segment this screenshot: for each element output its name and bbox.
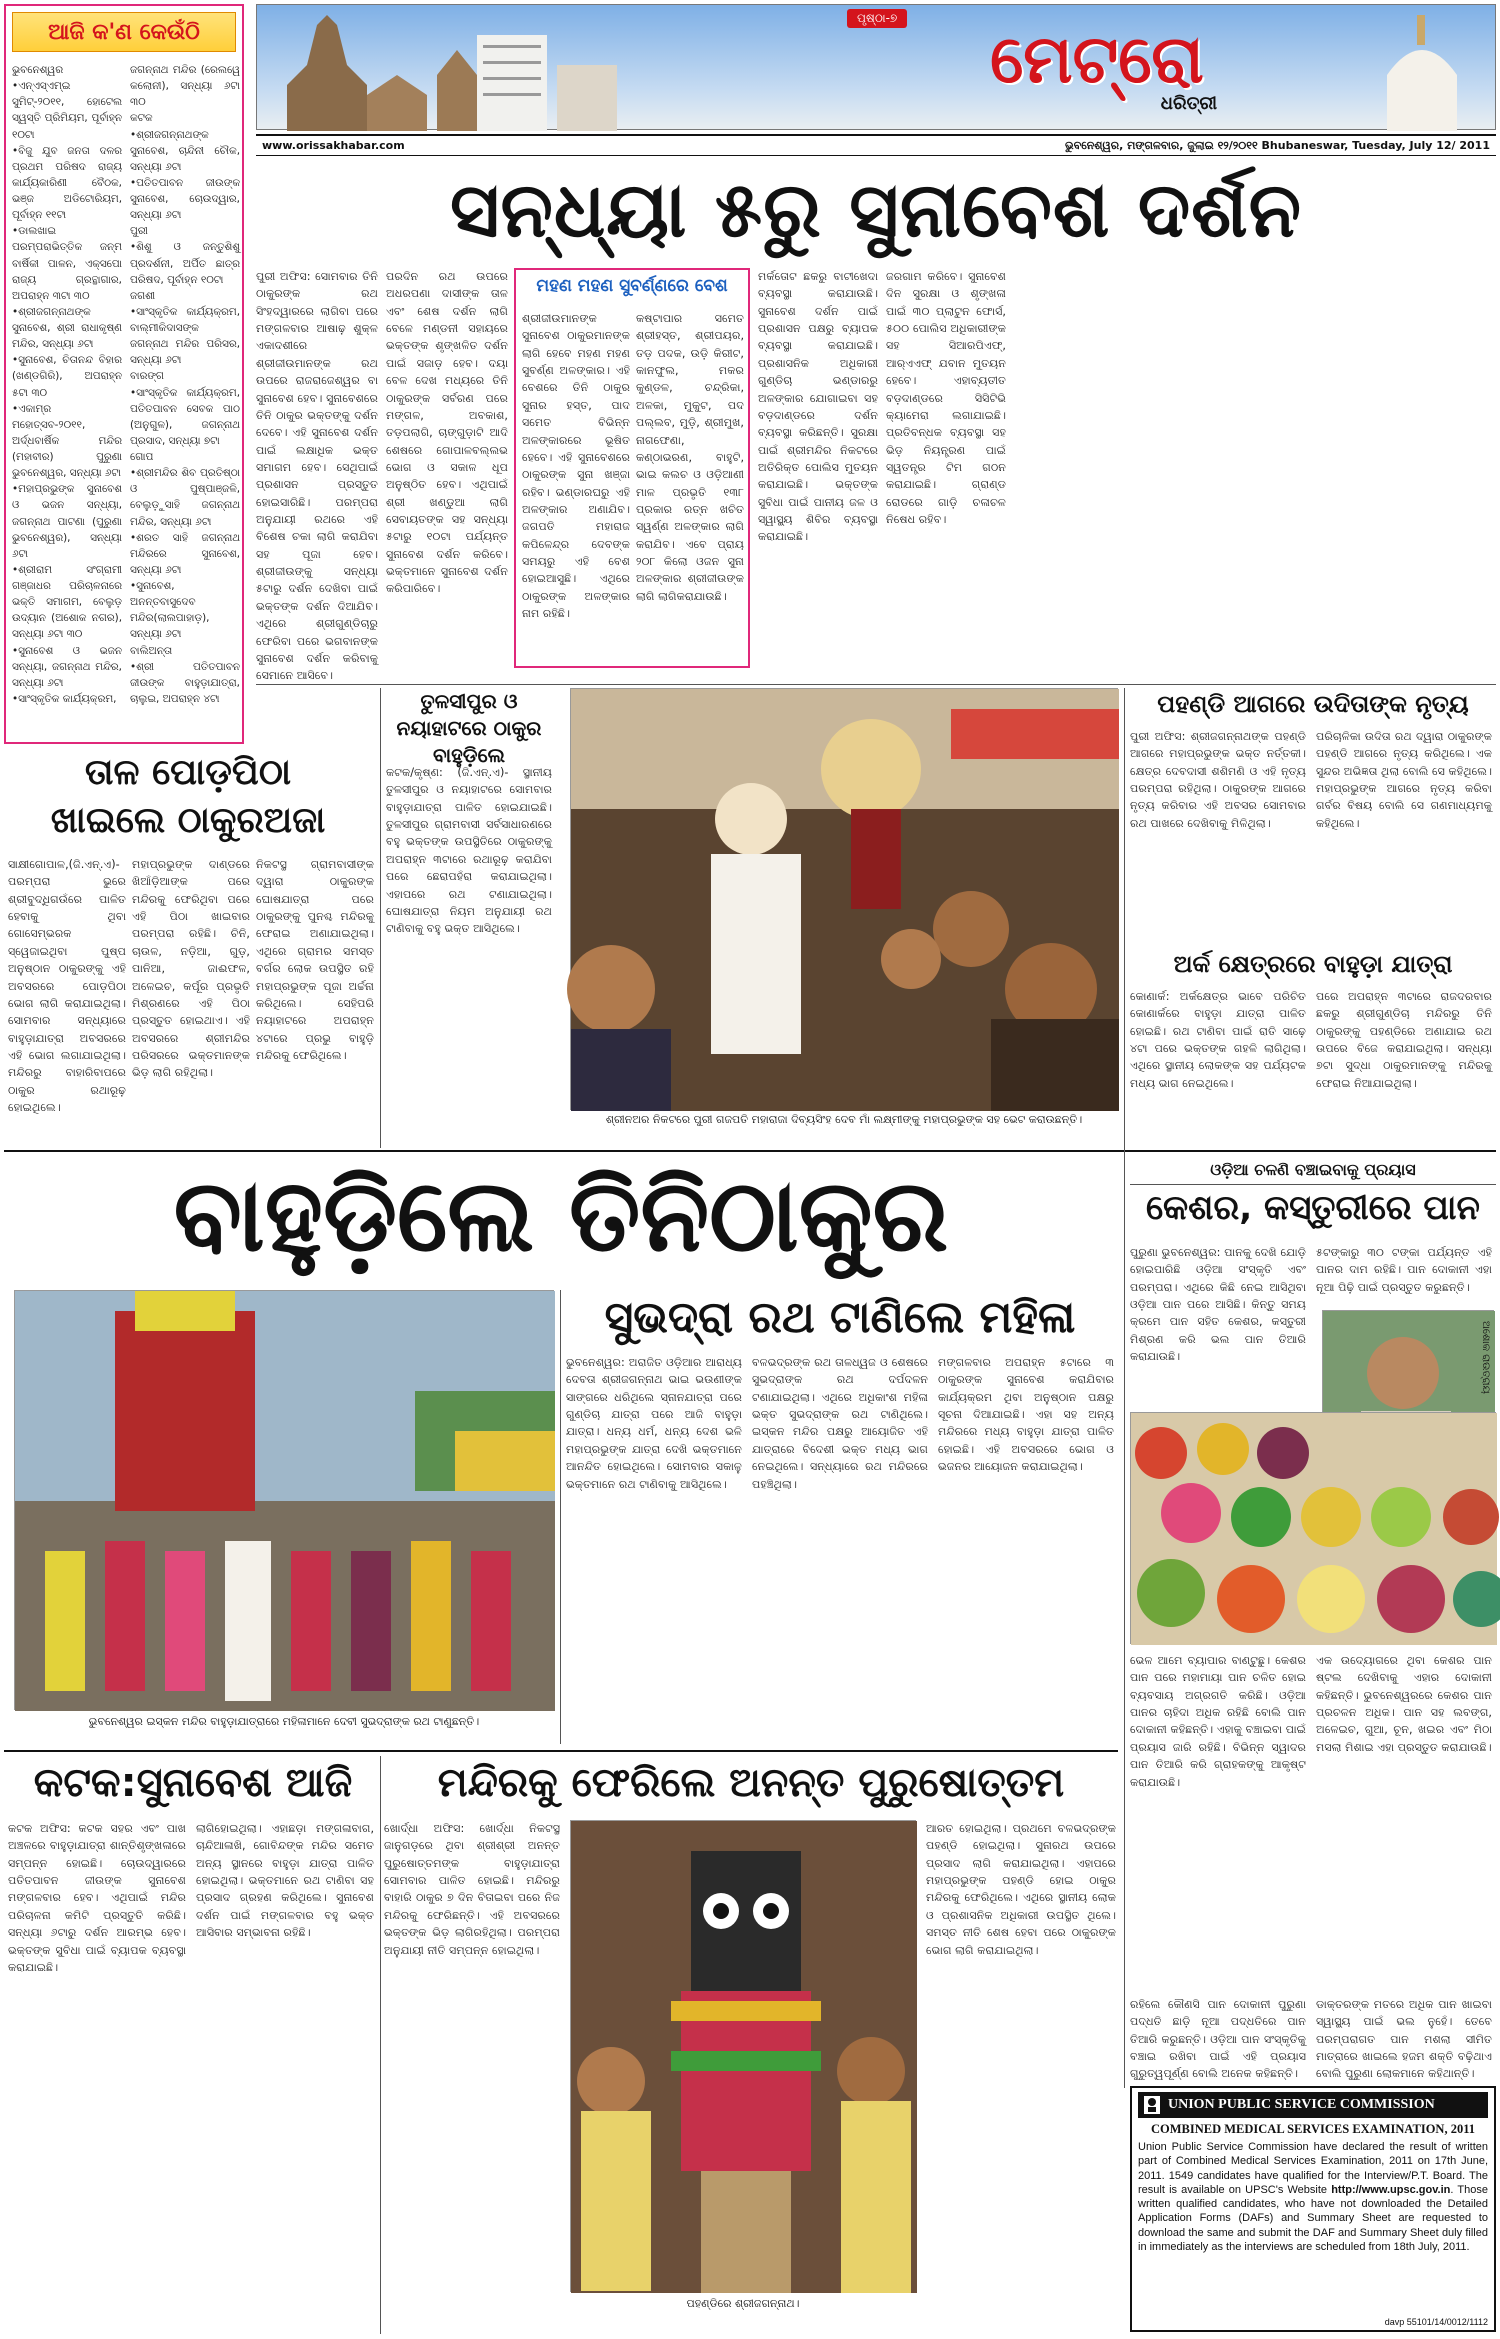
rule [560, 1290, 561, 1744]
section-divider [4, 1150, 1496, 1152]
lead-headline: ସନ୍ଧ୍ୟା ୫ରୁ ସୁନାବେଶ ଦର୍ଶନ [449, 165, 1303, 254]
golden-box-col-1: ଶ୍ରୀଜୀଉମାନଙ୍କ ସୁନାବେଶ ଠାକୁରମାନଙ୍କ ଲାଗି ହେବେ ମହଣ ମହଣ ସୁବର୍ଣ୍ଣ ଅଳଙ୍କାର। ଏହି ବେଶରେ ତିନି ଠାକୁର ସୁନାର ହସ୍ତ, ପାଦ ସମେତ ବିଭିନ୍ନ ଅଳଙ୍କାରରେ ଭୂଷିତ ହେବେ। ଏହି ସୁନାବେଶରେ ଠାକୁରଙ୍କ ସୁନା ଖଞ୍ଜା ରହିବ। ଭଣ୍ଡାରଘରୁ ଏହି ଅଳଙ୍କାର ଅଣାଯିବ। ଜଗପତି ମହାରାଜ କପିଳେନ୍ଦ୍ର ଦେବଙ୍କ ସମୟରୁ ଏହି ବେଶ ହୋଇଆସୁଛି। ଏଥିରେ ଠାକୁରଙ୍କ ଅଳଙ୍କାର ନାମ ରହିଛି। [522, 312, 630, 621]
subhadra-col-1: ଭୁବନେଶ୍ୱର: ଅରାଜିତ ଓଡ଼ିଆର ଆରାଧ୍ୟ ଦେବତା ଶ୍ରୀଜଗନ୍ନାଥ ଭାଇ ଭଉଣୀଙ୍କ ସାଙ୍ଗରେ ଧରିଥିଲେ ସ୍ନାନଯାତ୍ରା ପରେ ଗୁଣ୍ଡିଚା ଯାତ୍ରା ପରେ ଆଜି ବାହୁଡ଼ା ଯାତ୍ରା। ଧନ୍ୟ ଧର୍ମ, ଧନ୍ୟ ଦେଶ ଭଳି ମହାପ୍ରଭୁଙ୍କ ଯାତ୍ରା ଦେଖି ଭକ୍ତମାନେ ଆନନ୍ଦିତ ହୋଇଥିଲେ। ସୋମବାର ସକାଳୁ ଭକ୍ତମାନେ ରଥ ଟାଣିବାକୁ ଆସିଥିଲେ। [566, 1356, 742, 1491]
logo-text: ମେଟ୍ରୋ [990, 21, 1204, 98]
logo-subtext: ଧରିତ୍ରୀ [1160, 93, 1217, 114]
website[interactable]: www.orissakhabar.com [262, 139, 405, 152]
rule [380, 1756, 381, 2334]
taal-col-3: ନିକଟସ୍ଥ ଗ୍ରାମବାସୀଙ୍କ ଦ୍ୱାରା ଠାକୁରଙ୍କ ଘୋଷଯାତ୍ରା ପରେ ଠାକୁରଙ୍କୁ ପୁନଶ୍ଚ ମନ୍ଦିରକୁ ଫେରାଇ ଅଣାଯାଇଥିଲା। ଏଥିରେ ଗ୍ରାମର ସମସ୍ତ ବର୍ଗର ଲୋକ ଉପସ୍ଥିତ ରହି ମହାପ୍ରଭୁଙ୍କ ପୂଜା ଅର୍ଚ୍ଚନା କରିଥିଲେ। ସେହିପରି ନୟାହାଟରେ ଅପରାହ୍ନ ୪ଟାରେ ପ୍ରଭୁ ବାହୁଡ଼ି ମନ୍ଦିରକୁ ଫେରିଥିଲେ। [256, 858, 374, 1062]
taal-headline-2: ଖାଇଲେ ଠାକୁରଅଜା [50, 800, 326, 841]
taal-col-2: ମହାପ୍ରଭୁଙ୍କ ଦାଣ୍ଡରେ ଖିଆଁଡ଼ିଆଙ୍କ ପରେ ମନ୍ଦିରକୁ ଫେରିଥିବା ପରେ ଏହି ପିଠା ଖାଇବାର ପରମ୍ପରା ରହିଛି। ଚିନି, ଚାଉଳ, ନଡ଼ିଆ, ଗୁଡ଼, ପାନିଆ, ଜାଈଫଳ, ଅଳେଇଚ, କର୍ପୂର ପ୍ରଭୃତି ମିଶ୍ରଣରେ ଏହି ପିଠା ପ୍ରସ୍ତୁତ ହୋଇଥାଏ। ଏହି ଅବସରରେ ଶ୍ରୀମନ୍ଦିର ପରିସରରେ ଭକ୍ତମାନଙ୍କ ଭିଡ଼ ଲାଗି ରହିଥିଲା। [132, 858, 250, 1080]
pan-headline: କେଶର, କସ୍ତୁରୀରେ ପାନ [1146, 1188, 1480, 1228]
lead-col-2: ପରଦିନ ରଥ ଉପରେ ଅଧରପଣା ଦାସୀଙ୍କ ତାଳ ଏବଂ ଶେଷ ଦର୍ଶନ ଲାଗି ବେଳେ ମଣ୍ଡନୀ ସହାୟରେ ଭକ୍ତଙ୍କ ଶୃଙ୍ଖଳିତ ଦର୍ଶନ ପାଇଁ ସଜାଡ଼ ହେବ। ଦୟା ବେଳ ଦେଖ ମଧ୍ୟରେ ତିନି ଠାକୁରଙ୍କ ସର୍ବରଣ ପରେ ମଙ୍ଗଳ, ଅବକାଶ, ତଡ଼ପଲାଗି, ଚାଙ୍ଗୁଡ଼ାଟି ଆଦି ଶେଷରେ ଗୋପାଳବଲ୍ଲଭ ଭୋଗ ଓ ସକାଳ ଧୂପ ଅନୁଷ୍ଠିତ ହେବ। ଏଥିପାଇଁ ଶ୍ରୀ ଖଣ୍ଡୁଆ ଲାଗି ସେବାୟତଙ୍କ ସହ ସନ୍ଧ୍ୟା ୫ଟାରୁ ୧୦ଟା ପର୍ଯ୍ୟନ୍ତ ସୁନାବେଶ ଦର୍ଶନ କରିବେ। ଭକ୍ତମାନେ ସୁନାବେଶ ଦର୍ଶନ କରିପାରିବେ। [386, 270, 508, 596]
pahandi-col-2: ପରିଚାଳିକା ଉଦିତା ରଥ ଦ୍ୱାରା ଠାକୁରଙ୍କ ପହଣ୍ଡି ଆଗରେ ନୃତ୍ୟ କରିଥିଲେ। ଏକ ସୁନ୍ଦର ଅଭିଜ୍ଞତା ଥିଲା ବୋଲି ସେ କହିଥିଲେ। ମହାପ୍ରଭୁଙ୍କ ଆଗରେ ନୃତ୍ୟ କରିବା ଗର୍ବର ବିଷୟ ବୋଲି ସେ ଗଣମାଧ୍ୟମକୁ କହିଥିଲେ। [1316, 730, 1492, 830]
pan-col-1: ପୁରୁଣା ଭୁବନେଶ୍ୱର: ପାନକୁ ଦେଖି ଯୋଡ଼ି ହୋଇପାରିଛି ଓଡ଼ିଆ ସଂସ୍କୃତି ଏବଂ ପରମ୍ପରା। ଏଥିରେ କିଛି ନେଇ ଆସିଥିବା ଓଡ଼ିଆ ପାନ ପରେ ଆସିଛି। କିନ୍ତୁ ସମୟ କ୍ରମେ ପାନ ସହିତ କେଶର, କସ୍ତୁରୀ ମିଶ୍ରଣ କରି ଭଲ ପାନ ତିଆରି କରାଯାଉଛି। [1130, 1246, 1306, 1364]
pan-col-3: ଭେଳ ଆମେ ବ୍ୟାପାର ବାଣ୍ଟୁଛୁ। କେଶର ପାନ ପରେ ମହାମାୟା ପାନ ଚଳିତ ହୋଇ ବ୍ୟବସାୟ ଅଗ୍ରଗତି କରିଛି। ଓଡ଼ିଆ ପାନର ଚାହିଦା ଅଧିକ ରହିଛି ବୋଲି ପାନ ଦୋକାନୀ କହିଛନ୍ତି। ଏହାକୁ ବଞ୍ଚାଇବା ପାଇଁ ପ୍ରୟାସ ଜାରି ରହିଛି। ବିଭିନ୍ନ ସ୍ୱାଦର ପାନ ତିଆରି କରି ଗ୍ରାହକଙ୍କୁ ଆକୃଷ୍ଟ କରାଯାଉଛି। [1130, 1654, 1306, 1789]
photo-spice-bowls [1131, 1413, 1497, 1645]
iskcon-photo [14, 1290, 554, 1710]
cuttack-headline: କଟକ:ସୁନାବେଶ ଆଜି [33, 1760, 353, 1806]
rule [380, 688, 381, 1148]
upsc-body: Union Public Service Commission have declared the result of written part of Combined Medical Services Examination, 2011 on 17th June, 2011. 1549 candidates have qualified for the Interview/P.T. Board. The result is available on UPSC's Website http://www.upsc.gov.in. Those written qualified candidates, who have not downloaded the Detailed Application Forms (DAFs) and Summary Sheet are requested to download the same and submit the DAF and Summary Sheet duly filled in immediately as the interviews are scheduled from 18th July, 2011. [1138, 2141, 1488, 2254]
pan-end-col-2: ଡାକ୍ତରଙ୍କ ମତରେ ଅଧିକ ପାନ ଖାଇବା ସ୍ୱାସ୍ଥ୍ୟ ପାଇଁ ଭଲ ନୁହେଁ। ତେବେ ପରମ୍ପରାଗତ ପାନ ମଶଲା ସୀମିତ ମାତ୍ରାରେ ଖାଇଲେ ହଜମ ଶକ୍ତି ବଢ଼ିଥାଏ ବୋଲି ପୁରୁଣା ଲୋକମାନେ କହିଥାନ୍ତି। [1316, 1998, 1492, 2081]
ananta-photo-caption: ପହଣ୍ଡିରେ ଶ୍ରୀଜଗନ୍ନାଥ। [686, 2297, 800, 2310]
subhadra-headline: ସୁଭଦ୍ରା ରଥ ଟାଣିଲେ ମହିଳା [604, 1292, 1076, 1343]
photo-women-pulling-chariot [15, 1291, 555, 1711]
gajapati-photo-caption: ଶ୍ରୀନଅର ନିକଟରେ ପୁରୀ ଗଜପତି ମହାରାଜା ଦିବ୍ୟସିଂହ ଦେବ ମାଁ ଲକ୍ଷ୍ମୀଙ୍କୁ ମହାପ୍ରଭୁଙ୍କ ସହ ଭେଟ କରାଉଛନ୍ତି। [605, 1113, 1083, 1126]
photo-crowd-scene [571, 689, 1119, 1111]
pan-col-2: ୫ଟଙ୍କାରୁ ୩୦ ଟଙ୍କା ପର୍ଯ୍ୟନ୍ତ ଏହି ପାନର ଦାମ ରହିଛି। ପାନ ଦୋକାନୀ ଏହା ନୂଆ ପିଢ଼ି ପାଇଁ ପ୍ରସ୍ତୁତ କରୁଛନ୍ତି। [1316, 1246, 1492, 1294]
subhadra-col-3: ମଙ୍ଗଳବାର ଅପରାହ୍ନ ୫ଟାରେ ୩ ଠାକୁରଙ୍କ ସୁନାବେଶ କରାଯିବାର କାର୍ଯ୍ୟକ୍ରମ ଥିବା ଅନୁଷ୍ଠାନ ପକ୍ଷରୁ ସୂଚନା ଦିଆଯାଇଛି। ଏହା ସହ ଅନ୍ୟ ମନ୍ଦିରରେ ମଧ୍ୟ ବାହୁଡ଼ା ଯାତ୍ରା ପାଳିତ ହୋଇଛି। ଏହି ଅବସରରେ ଭୋଗ ଓ ଭଜନର ଆୟୋଜନ କରାଯାଇଥିଲା। [938, 1356, 1114, 1474]
rule [1124, 688, 1125, 2088]
rule [256, 684, 1496, 685]
pahandi-col-1: ପୁରୀ ଅଫିସ: ଶ୍ରୀଜଗନ୍ନାଥଙ୍କ ପହଣ୍ଡି ଆଗରେ ମହାପ୍ରଭୁଙ୍କ ଭକ୍ତ ନର୍ତ୍ତକୀ। କ୍ଷେତ୍ର ଦେବଦାସୀ ଶଶିମଣି ଓ ଏହି ନୃତ୍ୟ ପରମ୍ପରା ରହିଥିଲା। ଠାକୁରଙ୍କ ଆଗରେ ନୃତ୍ୟ କରିବାର ଏହି ଅବସର ସୋମବାର ରଥ ପାଖରେ ଦେଖିବାକୁ ମିଳିଥିଲା। [1130, 730, 1306, 830]
lead-col-6: ଜରଗାମ କରିବେ। ସୁନାବେଶ ଦିନ ସୁରକ୍ଷା ଓ ଶୃଙ୍ଖଳା ପାଇଁ ୩୦ ପ୍ଲାଟୁନ ଫୋର୍ସ, ୫୦୦ ପୋଲିସ ଅଧିକାରୀଙ୍କ ସହ ସିଆରପିଏଫ୍, ଆର୍‌ଏଏଫ୍ ଯବାନ ମୁତୟନ ହେବେ। ଏହାବ୍ୟତୀତ ବଡ଼ଦାଣ୍ଡରେ ସିସିଟିଭି କ୍ୟାମେରା ଲଗାଯାଇଛି। ପ୍ରତିବନ୍ଧକ ବ୍ୟବସ୍ଥା ସହ ଭିଡ଼ ନିୟନ୍ତ୍ରଣ ପାଇଁ ସ୍ୱତନ୍ତ୍ର ଟିମ ଗଠନ କରାଯାଇଛି। ଗ୍ରାଣ୍ଡ ରୋଡରେ ଗାଡ଼ି ଚଳାଚଳ ନିଷେଧ ରହିବ। [886, 270, 1006, 527]
arka-col-2: ପରେ ଅପରାହ୍ନ ୩ଟାରେ ରାଜଦରବାର ଛକରୁ ଶ୍ରୀଗୁଣ୍ଡିଚା ମନ୍ଦିରରୁ ତିନି ଠାକୁରଙ୍କୁ ପହଣ୍ଡିରେ ଅଣାଯାଇ ରଥ ଉପରେ ବିଜେ କରାଯାଇଥିଲା। ସନ୍ଧ୍ୟା ୭ଟା ସୁଦ୍ଧା ଠାକୁରମାନଙ୍କୁ ମନ୍ଦିରକୁ ଫେରାଇ ନିଆଯାଇଥିଲା। [1316, 990, 1492, 1090]
subhadra-col-2: ବଳଭଦ୍ରଙ୍କ ରଥ ତାଳଧ୍ୱଜ ଓ ଶେଷରେ ସୁଭଦ୍ରାଙ୍କ ରଥ ଦର୍ପଦଳନ ଟଣାଯାଇଥିଲା। ଏଥିରେ ଅଧିକାଂଶ ମହିଳା ଭକ୍ତ ସୁଭଦ୍ରାଙ୍କ ରଥ ଟାଣିଥିଲେ। ଇସ୍କନ ମନ୍ଦିର ପକ୍ଷରୁ ଆୟୋଜିତ ଏହି ଯାତ୍ରାରେ ବିଦେଶୀ ଭକ୍ତ ମଧ୍ୟ ଭାଗ ନେଇଥିଲେ। ସନ୍ଧ୍ୟାରେ ରଥ ମନ୍ଦିରରେ ପହଞ୍ଚିଥିଲା। [752, 1356, 928, 1491]
photo-credit: ଅଶୋକ ରାଉତ୍ରାୟ [1480, 1321, 1491, 1394]
agenda-col-1: ଭୁବନେଶ୍ୱର •ଏନ୍‌ଏସ୍‌ଏମ୍‌ଇ ସୁମିଟ୍-୨୦୧୧, ହୋଟେଲ ସ୍ୱସ୍ତି ପ୍ରିମିୟମ, ପୂର୍ବାହ୍ନ ୧୦ଟା •ବିଜୁ ଯୁବ ଜନତା ଦଳର ପ୍ରଥମ ପରିଷଦ ରାଜ୍ୟ କାର୍ଯ୍ୟକାରିଣୀ ବୈଠକ, ଭଞ୍ଜ ଅଡିଟୋରିୟମ, ପୂର୍ବାହ୍ନ ୧୧ଟା •ଡାଲଖାଇ ପରମ୍ପରାଭିତ୍ତିକ ଜନ୍ମ ବାର୍ଷିକୀ ପାଳନ, ଏକ୍ସପୋ ରାଜ୍ୟ ଗ୍ରନ୍ଥାଗାର, ଅପରାହ୍ନ ୩ଟା ୩୦ •ଶ୍ରୀଜଗନ୍ନାଥଙ୍କ ସୁନାବେଶ, ଶ୍ରୀ ରାଧାକୃଷ୍ଣ ମନ୍ଦିର, ସନ୍ଧ୍ୟା ୬ଟା •ସୁନାବେଶ, ଚିତାନନ୍ଦ ବିହାର (ଖଣ୍ଡଗିରି), ଅପରାହ୍ନ ୫ଟା ୩୦ •ଏକାମ୍ର ମହୋତ୍ସବ-୨୦୧୧, ଅର୍ଦ୍ଧବାର୍ଷିକ ମନ୍ଦିର (ମହାବୀର) ପୁରୁଣା ଭୁବନେଶ୍ୱର, ସନ୍ଧ୍ୟା ୬ଟା •ମହାପ୍ରଭୁଙ୍କ ସୁନାବେଶ ଓ ଭଜନ ସନ୍ଧ୍ୟା, ଜଗନ୍ନାଥ ପାଟଣା (ପୁରୁଣା ଭୁବନେଶ୍ୱର), ସନ୍ଧ୍ୟା ୬ଟା •ଶ୍ରୀରାମ ସଂଗ୍ରାମୀ ଗଞ୍ଜାଧର ପରିଚାଳନାରେ ଭକ୍ତି ସମାଗମ, ବେଲୁଡ଼ ଉଦ୍ୟାନ (ଅଶୋକ ନଗର), ସନ୍ଧ୍ୟା ୬ଟା ୩୦ •ସୁନାବେଶ ଓ ଭଜନ ସନ୍ଧ୍ୟା, ଜଗନ୍ନାଥ ମନ୍ଦିର, ସନ୍ଧ୍ୟା ୬ଟା •ସାଂସ୍କୃତିକ କାର୍ଯ୍ୟକ୍ରମ, [12, 64, 122, 705]
golden-box-col-2: କଷ୍ଟାପାର ସମେତ ଶ୍ରୀହସ୍ତ, ଶ୍ରୀପୟର, ତଡ଼ ପଦକ, ଉଡ଼ି କିରୀଟ, କାନଫୁଲ, ମକର କୁଣ୍ଡଳ, ଚନ୍ଦ୍ରିକା, ଅଳକା, ମୁକୁଟ, ପଦ ପଲ୍ଲବ, ମୁଡ଼ି, ଶ୍ରୀମୁଖ, ନାଗଫେଣା, କଣ୍ଠାଭରଣ, ବାହୁଟି, ଭାଇ କଲଚ ଓ ଓଡ଼ିଆଣୀ ମାଳ ପ୍ରଭୃତି ୧୩୮ ପ୍ରକାର ରତ୍ନ ଖଚିତ ସ୍ୱର୍ଣ୍ଣ ଅଳଙ୍କାର ଲାଗି କରାଯିବ। ଏବେ ପ୍ରାୟ ୨୦୮ କିଲୋ ଓଜନ ସୁନା ଅଳଙ୍କାର ଶ୍ରୀଜୀଉଙ୍କ ଲାଗି ଲାଗିକରାଯାଉଛି। [636, 312, 744, 603]
gajapati-photo [570, 688, 1118, 1110]
iskcon-photo-caption: ଭୁବନେଶ୍ୱର ଇସ୍କନ ମନ୍ଦିର ବାହୁଡ଼ାଯାତ୍ରାରେ ମହିଳାମାନେ ଦେବୀ ସୁଭଦ୍ରାଙ୍କ ରଥ ଟାଣୁଛନ୍ତି। [88, 1715, 480, 1728]
lower-divider [4, 1750, 1118, 1752]
masthead-banner [256, 4, 1496, 130]
lead-col-1: ପୁରୀ ଅଫିସ: ସୋମବାର ତିନି ଠାକୁରଙ୍କ ରଥ ସିଂହଦ୍ୱାରରେ ଲାଗିବା ପରେ ମଙ୍ଗଳବାର ଆଷାଢ଼ ଶୁକ୍ଳ ଏକାଦଶୀରେ ଶ୍ରୀଜୀଉମାନଙ୍କ ରଥ ଉପରେ ରାଜରାଜେଶ୍ୱର ବା ସୁନାବେଶ ହେବ। ସୁନାବେଶରେ ତିନି ଠାକୁର ଭକ୍ତଙ୍କୁ ଦର୍ଶନ ଦେବେ। ଏହି ସୁନାବେଶ ଦର୍ଶନ ପାଇଁ ଲକ୍ଷାଧିକ ଭକ୍ତ ସମାଗମ ହେବ। ସେଥିପାଇଁ ପ୍ରଶାସନ ପ୍ରସ୍ତୁତ ହୋଇସାରିଛି। ପରମ୍ପରା ଅନୁଯାୟୀ ରଥରେ ଏହି ବିଶେଷ ଚକା ଲାଗି କରାଯିବା ସହ ପୂଜା ହେବ। ଶ୍ରୀଜୀଉଙ୍କୁ ସନ୍ଧ୍ୟା ୫ଟାରୁ ଦର୍ଶନ ଦେଖିବା ପାଇଁ ଭକ୍ତଙ୍କ ଦର୍ଶନ ଦିଆଯିବ। ଏଥିରେ ଶ୍ରୀଗୁଣ୍ଡିଚାରୁ ଫେରିବା ପରେ ଭଗବାନଙ୍କ ସୁନାବେଶ ଦର୍ଶନ କରିବାକୁ ସେମାନେ ଆସିବେ। [256, 270, 378, 683]
ananta-col-1: ଖୋର୍ଦ୍ଧା ଅଫିସ: ଖୋର୍ଦ୍ଧା ନିକଟସ୍ଥ ଜାନୁଗଡ଼ରେ ଥିବା ଶ୍ରୀଶ୍ରୀ ଅନନ୍ତ ପୁରୁଷୋତ୍ତମଙ୍କ ବାହୁଡ଼ାଯାତ୍ରା ସୋମବାର ପାଳିତ ହୋଇଛି। ମନ୍ଦିରରୁ ବାହାରି ଠାକୁର ୭ ଦିନ ବିତାଇବା ପରେ ନିଜ ମନ୍ଦିରକୁ ଫେରିଛନ୍ତି। ଏହି ଅବସରରେ ଭକ୍ତଙ୍କ ଭିଡ଼ ଲାଗିରହିଥିଲା। ପରମ୍ପରା ଅନୁଯାୟୀ ନୀତି ସମ୍ପନ୍ନ ହୋଇଥିଲା। [384, 1822, 560, 1957]
photo-jagannath-pahandi [571, 1821, 917, 2293]
dateline-bar [256, 134, 1496, 156]
bahudile-headline: ବାହୁଡ଼ିଲେ ତିନିଠାକୁର [173, 1157, 949, 1274]
dateline: ଭୁବନେଶ୍ୱର, ମଙ୍ଗଳବାର, ଜୁଲାଇ ୧୨/୨୦୧୧ Bhubaneswar, Tuesday, July 12/ 2011 [1065, 139, 1490, 152]
cuttack-col-1: କଟକ ଅଫିସ: କଟକ ସହର ଏବଂ ପାଖ ଅଞ୍ଚଳରେ ବାହୁଡ଼ାଯାତ୍ରା ଶାନ୍ତିଶୃଙ୍ଖଳାରେ ସମ୍ପନ୍ନ ହୋଇଛି। ଚୋଉଦ୍ୱାରରେ ପତିତପାବନ ଜୀଉଙ୍କ ସୁନାବେଶ ମଙ୍ଗଳବାର ହେବ। ଏଥିପାଇଁ ମନ୍ଦିର ପରିଚାଳନା କମିଟି ପ୍ରସ୍ତୁତି କରିଛି। ସନ୍ଧ୍ୟା ୬ଟାରୁ ଦର୍ଶନ ଆରମ୍ଭ ହେବ। ଭକ୍ତଙ୍କ ସୁବିଧା ପାଇଁ ବ୍ୟାପକ ବ୍ୟବସ୍ଥା କରାଯାଇଛି। [8, 1822, 186, 1974]
ananta-photo [570, 1820, 916, 2292]
lead-col-5: ମର୍କତୋଟ ଛକରୁ ବାଟୀଖେଦା ବ୍ୟବସ୍ଥା କରାଯାଉଛି। ସୁନାବେଶ ଦର୍ଶନ ପାଇଁ ପ୍ରଶାସନ ପକ୍ଷରୁ ବ୍ୟାପକ ବ୍ୟବସ୍ଥା କରାଯାଇଛି। ପ୍ରଶାସନିକ ଅଧିକାରୀ ଗୁଣ୍ଡିଚା ଭଣ୍ଡାରରୁ ଅଳଙ୍କାର ଯୋଗାଇବା ସହ ବଡ଼ଦାଣ୍ଡରେ ଦର୍ଶନ ବ୍ୟବସ୍ଥା କରିଛନ୍ତି। ସୁରକ୍ଷା ପାଇଁ ଶ୍ରୀମନ୍ଦିର ନିକଟରେ ଅତିରିକ୍ତ ପୋଲିସ ମୁତୟନ କରାଯାଇଛି। ଭକ୍ତଙ୍କ ସୁବିଧା ପାଇଁ ପାନୀୟ ଜଳ ଓ ସ୍ୱାସ୍ଥ୍ୟ ଶିବିର ବ୍ୟବସ୍ଥା କରାଯାଇଛି। [758, 270, 878, 544]
upsc-logo-row [1138, 2092, 1488, 2118]
pan-col-4: ଏକ ଉଦ୍ୟୋଗରେ ଥିବା କେଶର ପାନ ଷ୍ଟଲ ଦେଖିବାକୁ ଏହାର ଦୋକାନୀ କହିଛନ୍ତି। ଭୁବନେଶ୍ୱରରେ କେଶର ପାନ ପ୍ରଚଳନ ଅଧିକ। ପାନ ସହ ଲବଙ୍ଗ, ଅଳେଇଚ, ଗୁଆ, ଚୂନ, ଖଇର ଏବଂ ମିଠା ମସଲା ମିଶାଇ ଏହା ପ୍ରସ୍ତୁତ କରାଯାଉଛି। [1316, 1654, 1492, 1754]
pan-kicker-rule [1130, 1184, 1496, 1185]
emblem-icon [1142, 2094, 1162, 2116]
upsc-code: davp 55101/14/0012/1112 [1384, 2317, 1488, 2327]
pan-kicker: ଓଡ଼ିଆ ଚଳଣି ବଞ୍ଚାଇବାକୁ ପ୍ରୟାସ [1210, 1160, 1416, 1179]
agenda-col-2: ଜଗନ୍ନାଥ ମନ୍ଦିର (ରେଲୱେ କଲୋନୀ), ସନ୍ଧ୍ୟା ୬ଟା ୩୦ କଟକ •ଶ୍ରୀଜଗନ୍ନାଥଙ୍କ ସୁନାବେଶ, ଚାନ୍ଦିନୀ ଚୌକ, ସନ୍ଧ୍ୟା ୬ଟା •ପତିତପାବନ ଜୀଉଙ୍କ ସୁନାବେଶ, ଚୋଉଦ୍ୱାର, ସନ୍ଧ୍ୟା ୬ଟା ପୁରୀ •ଶିଶୁ ଓ ଜନ୍ତୁଶିଶୁ ପ୍ରଦର୍ଶନୀ, ଅର୍ପିତ ଛାତ୍ର ପରିଷଦ, ପୂର୍ବାହ୍ନ ୧୦ଟା ଜଗଶୀ •ସାଂସ୍କୃତିକ କାର୍ଯ୍ୟକ୍ରମ, ବାଲ୍ମୀକିଦାସଙ୍କ ଜଗନ୍ନାଥ ମନ୍ଦିର ପରିସର, ସନ୍ଧ୍ୟା ୬ଟା ବାରଙ୍ଗ •ସାଂସ୍କୃତିକ କାର୍ଯ୍ୟକ୍ରମ, ପତିତପାବନ ସେବକ ପାଠ (ଅନୁଗୁଳ), ଜଗନ୍ନାଥ ପ୍ରସାଦ, ସନ୍ଧ୍ୟା ୭ଟା ଗୋପ •ଶ୍ରୀମନ୍ଦିର ଶିବ ପ୍ରତିଷ୍ଠା ଓ ପୁଷ୍ପାଞ୍ଜଳି, ବେଲୁଡ଼ୁସାହି ଜଗନ୍ନାଥ ମନ୍ଦିର, ସନ୍ଧ୍ୟା ୬ଟା •ଶରତ ସାହି ଜଗନ୍ନାଥ ମନ୍ଦିରରେ ସୁନାବେଶ, ସନ୍ଧ୍ୟା ୬ଟା •ସୁନାବେଶ, ଅନନ୍ତବାସୁଦେବ ମନ୍ଦିର(ଲାଲପାହାଡ଼), ସନ୍ଧ୍ୟା ୬ଟା ବାଲିଅନ୍ତା •ଶ୍ରୀ ପତିତପାବନ ଜୀଉଙ୍କ ବାହୁଡ଼ାଯାତ୍ରା, ଚାଲୁଇ, ଅପରାହ୍ନ ୪ଟା [130, 64, 240, 705]
page-tag: ପୃଷ୍ଠା-୭ [847, 9, 907, 28]
ananta-headline: ମନ୍ଦିରକୁ ଫେରିଲେ ଅନନ୍ତ ପୁରୁଷୋତ୍ତମ [437, 1760, 1065, 1806]
golden-box [514, 268, 750, 668]
pahandi-headline: ପହଣ୍ଡି ଆଗରେ ଉଦିତାଙ୍କ ନୃତ୍ୟ [1157, 690, 1469, 718]
tulsipur-body: କଟକ/କୃଷ୍ଣ: (ଜି.ଏନ୍.ଏ)- ସ୍ଥାନୀୟ ତୁଳସୀପୁର ଓ ନୟାହାଟରେ ସୋମବାର ବାହୁଡ଼ାଯାତ୍ରା ପାଳିତ ହୋଇଯାଇଛି। ତୁଳସୀପୁର ଗ୍ରାମବାସୀ ସର୍ବସାଧାରଣରେ ବହୁ ଭକ୍ତଙ୍କ ଉପସ୍ଥିତିରେ ଠାକୁରଙ୍କୁ ଅପରାହ୍ନ ୩ଟାରେ ରଥାରୂଢ଼ କରାଯିବା ପରେ ଛେରାପହଁରା କରାଯାଇଥିଲା। ଏହାପରେ ରଥ ଟଣାଯାଇଥିଲା। ଘୋଷଯାତ୍ରା ନିୟମ ଅନୁଯାୟୀ ରଥ ଟାଣିବାକୁ ବହୁ ଭକ୍ତ ଆସିଥିଲେ। [386, 766, 552, 936]
logo [897, 21, 1297, 114]
upsc-website-link[interactable]: http://www.upsc.gov.in [1331, 2183, 1451, 2196]
upsc-exam: COMBINED MEDICAL SERVICES EXAMINATION, 2011 [1150, 2122, 1476, 2136]
taal-col-1: ସାକ୍ଷୀଗୋପାଳ,(ଜି.ଏନ୍.ଏ)- ପରମ୍ପରା ଭୁରେ ଶ୍ରୀବୁଦ୍ଧିଗଉଁରେ ପାଳିତ ହେବାକୁ ଥିବା ଗୋସେମ୍ଭରକ ସ୍ୱେଜାଇଥିବା ପୁଷ୍ପ ଅନୁଷ୍ଠାନ ଠାକୁରଙ୍କୁ ଏହି ଅବସରରେ ପୋଡ଼ପିଠା ଭୋଗ ଲାଗି କରାଯାଇଥିଲା। ସୋମବାର ସନ୍ଧ୍ୟାରେ ବାହୁଡ଼ାଯାତ୍ରା ଅବସରରେ ଏହି ଭୋଗ ଲଗାଯାଇଥିଲା। ମନ୍ଦିରରୁ ବାହାରିବାପରେ ଠାକୁର ରଥାରୂଢ଼ ହୋଇଥିଲେ। [8, 858, 126, 1115]
upsc-org: UNION PUBLIC SERVICE COMMISSION [1168, 2097, 1435, 2112]
upsc-ad [1130, 2086, 1496, 2332]
pan-spices-photo [1130, 1412, 1496, 1644]
arka-col-1: କୋଣାର୍କ: ଅର୍କକ୍ଷେତ୍ର ଭାବେ ପରିଚିତ କୋଣାର୍କରେ ବାହୁଡ଼ା ଯାତ୍ରା ପାଳିତ ହୋଇଛି। ରଥ ଟାଣିବା ପାଇଁ ରାତି ସାଢ଼େ ୪ଟା ପରେ ଭକ୍ତଙ୍କ ଗହଳି ଲାଗିଥିଲା। ଏଥିରେ ସ୍ଥାନୀୟ ଲୋକଙ୍କ ସହ ପର୍ଯ୍ୟଟକ ମଧ୍ୟ ଭାଗ ନେଇଥିଲେ। [1130, 990, 1306, 1090]
tulsipur-headline: ତୁଳସୀପୁର ଓ ନୟାହାଟରେ ଠାକୁର ବାହୁଡ଼ିଲେ [396, 689, 542, 767]
agenda-title: ଆଜି କ'ଣ କେଉଁଠି [12, 12, 236, 52]
arka-headline: ଅର୍କ କ୍ଷେତ୍ରରେ ବାହୁଡ଼ା ଯାତ୍ରା [1173, 950, 1453, 978]
taal-headline-1: ତାଳ ପୋଡ଼ପିଠା [84, 752, 292, 793]
golden-box-title: ମହଣ ମହଣ ସୁବର୍ଣ୍ଣରେ ବେଶ [536, 276, 728, 296]
cuttack-col-2: ଲାଗିହୋଇଥିଲା। ଏହାଛଡ଼ା ମଙ୍ଗଳାବାଗ, ଚାନ୍ଦିଆଳାଖି, ଗୋବିନ୍ଦଙ୍କ ମନ୍ଦିର ସମେତ ଅନ୍ୟ ସ୍ଥାନରେ ବାହୁଡ଼ା ଯାତ୍ରା ପାଳିତ ହୋଇଥିଲା। ଭକ୍ତମାନେ ରଥ ଟାଣିବା ସହ ପ୍ରସାଦ ଗ୍ରହଣ କରିଥିଲେ। ସୁନାବେଶ ଦର୍ଶନ ପାଇଁ ମଙ୍ଗଳବାର ବହୁ ଭକ୍ତ ଆସିବାର ସମ୍ଭାବନା ରହିଛି। [196, 1822, 374, 1940]
ananta-col-2: ଆରତ ହୋଇଥିଲା। ପ୍ରଥମେ ବଳଭଦ୍ରଙ୍କ ପହଣ୍ଡି ହୋଇଥିଲା। ସୁନାରଥ ଉପରେ ପ୍ରସାଦ ଲାଗି କରାଯାଇଥିଲା। ଏହାପରେ ମହାପ୍ରଭୁଙ୍କ ପହଣ୍ଡି ହୋଇ ଠାକୁର ମନ୍ଦିରକୁ ଫେରିଥିଲେ। ଏଥିରେ ସ୍ଥାନୀୟ ଲୋକ ଓ ପ୍ରଶାସନିକ ଅଧିକାରୀ ଉପସ୍ଥିତ ଥିଲେ। ସମସ୍ତ ନୀତି ଶେଷ ହେବା ପରେ ଠାକୁରଙ୍କ ଭୋଗ ଲାଗି କରାଯାଇଥିଲା। [926, 1822, 1116, 1957]
agenda-box [4, 4, 244, 744]
pan-end-col-1: ରହିଲେ କୌଣସି ପାନ ଦୋକାନୀ ପୁରୁଣା ପଦ୍ଧତି ଛାଡ଼ି ନୂଆ ପଦ୍ଧତିରେ ପାନ ତିଆରି କରୁଛନ୍ତି। ଓଡ଼ିଆ ପାନ ସଂସ୍କୃତିକୁ ବଞ୍ଚାଇ ରଖିବା ପାଇଁ ଏହି ପ୍ରୟାସ ଗୁରୁତ୍ୱପୂର୍ଣ୍ଣ ବୋଲି ଅନେକ କହିଛନ୍ତି। [1130, 1998, 1306, 2081]
